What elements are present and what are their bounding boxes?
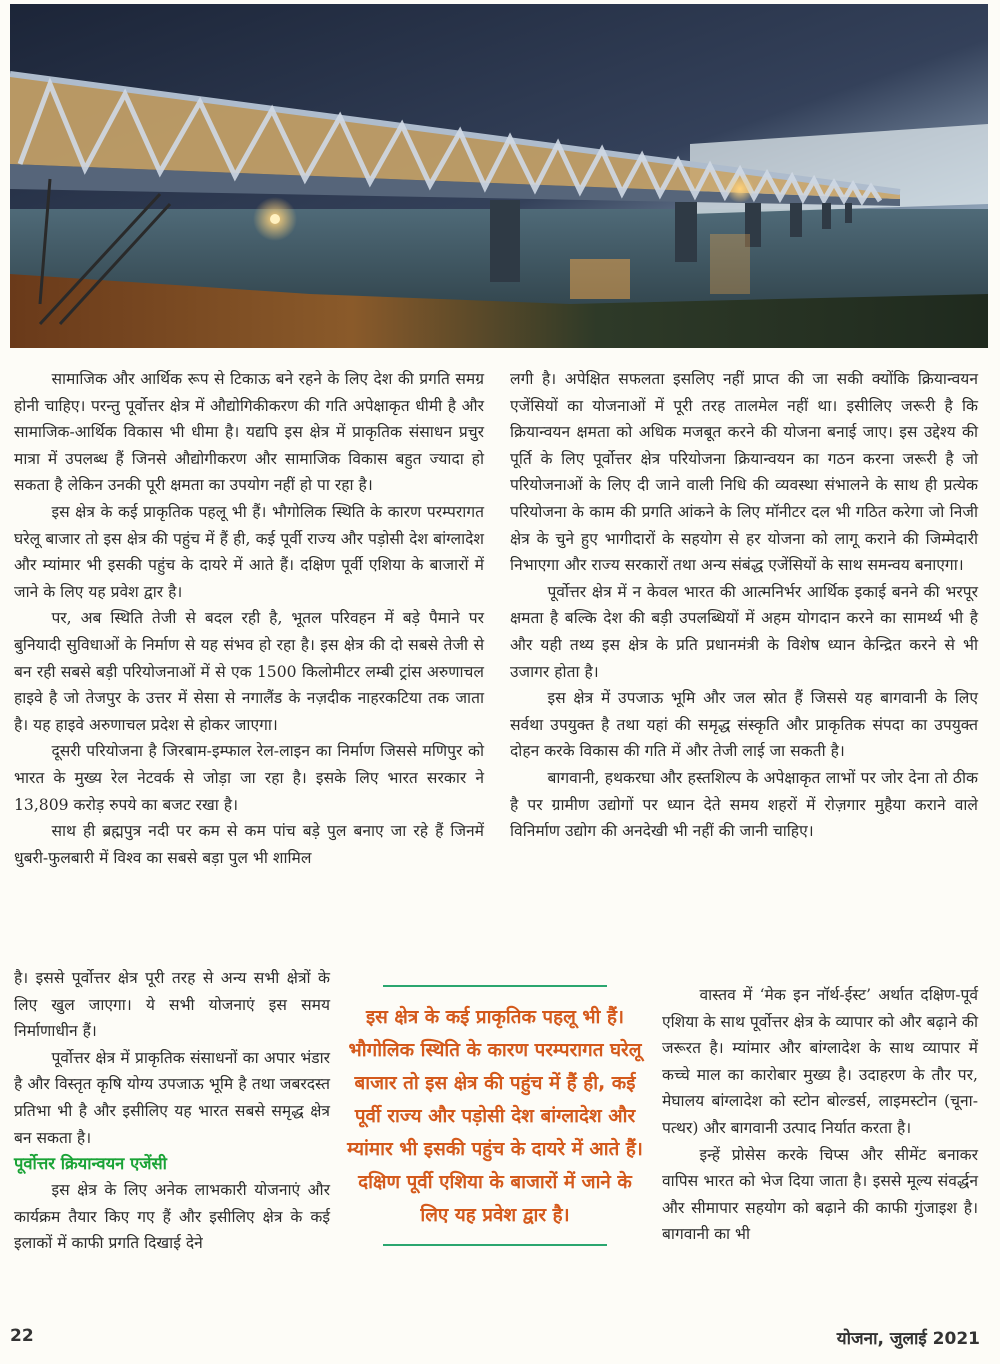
paragraph: पर, अब स्थिति तेजी से बदल रही है, भूतल परिवहन में बड़े पैमाने पर बुनियादी सुविधाओं के निर्माण से यह संभव हो रहा है। इस क्षेत्र की दो सबसे तेजी से बन रही सबसे बड़ी परियोजनाओं में से एक 1500 किलोमीटर लम्बी ट्रांस अरुणाचल हाइवे है जो तेजपुर के उत्तर में सेसा से नगालैंड के नज़दीक नाहरकटिया तक जाता है। यह हाइवे अरुणाचल प्रदेश से होकर जाएगा। bbox=[14, 609, 484, 734]
paragraph: साथ ही ब्रह्मपुत्र नदी पर कम से कम पांच बड़े पुल बनाए जा रहे हैं जिनमें धुबरी-फुलबारी में विश्व का सबसे बड़ा पुल भी शामिल bbox=[14, 822, 484, 867]
paragraph: बागवानी, हथकरघा और हस्तशिल्प के अपेक्षाकृत लाभों पर जोर देना तो ठीक है पर ग्रामीण उद्योगों पर ध्यान देते समय शहरों में रोज़गार मुहैया कराने वाले विनिर्माण उद्योग की अनदेखी भी नहीं की जानी चाहिए। bbox=[510, 768, 978, 841]
paragraph: इस क्षेत्र के कई प्राकृतिक पहलू भी हैं। भौगोलिक स्थिति के कारण परम्परागत घरेलू बाजार तो इस क्षेत्र की पहुंच में हैं ही, कई पूर्वी राज्य और पड़ोसी देश बांग्लादेश और म्यांमार भी इसकी पहुंच के दायरे में आते हैं। दक्षिण पूर्वी एशिया के बाजारों में जाने के लिए यह प्रवेश द्वार है। bbox=[14, 502, 484, 601]
section-subheading: पूर्वोत्तर क्रियान्वयन एजेंसी bbox=[14, 1154, 167, 1174]
paragraph: इस क्षेत्र के लिए अनेक लाभकारी योजनाएं और कार्यक्रम तैयार किए गए हैं और इसीलिए क्षेत्र के कई इलाकों में काफी प्रगति दिखाई देने bbox=[14, 1181, 330, 1253]
right-column bbox=[510, 366, 978, 845]
bridge-photo bbox=[10, 4, 988, 348]
pull-quote bbox=[345, 985, 645, 1315]
publication-issue: योजना, जुलाई 2021 bbox=[836, 1329, 980, 1349]
pull-quote-text: इस क्षेत्र के कई प्राकृतिक पहलू भी हैं। भौगोलिक स्थिति के कारण परम्परागत घरेलू बाजार तो इस क्षेत्र की पहुंच में हैं ही, कई पूर्वी राज्य और पड़ोसी देश बांग्लादेश और म्यांमार भी इसकी पहुंच के दायरे में आते हैं। दक्षिण पूर्वी एशिया के बाजारों में जाने के लिए यह प्रवेश द्वार है। bbox=[347, 1007, 643, 1226]
page-number: 22 bbox=[10, 1326, 34, 1346]
pull-quote-top-rule bbox=[383, 985, 607, 987]
paragraph: पूर्वोत्तर क्षेत्र में प्राकृतिक संसाधनों का अपार भंडार है और विस्तृत कृषि योग्य उपजाऊ भूमि है तथा जबरदस्त प्रतिभा भी है और इसीलिए यह भारत सबसे समृद्ध क्षेत्र बन सकता है। bbox=[14, 1048, 330, 1147]
bridge-illustration bbox=[10, 4, 988, 348]
paragraph: सामाजिक और आर्थिक रूप से टिकाऊ बने रहने के लिए देश की प्रगति समग्र होनी चाहिए। परन्तु पूर्वोत्तर क्षेत्र में औद्योगिकीकरण की गति अपेक्षाकृत धीमी है और सामाजिक-आर्थिक विकास भी धीमा है। यद्यपि इस क्षेत्र में प्राकृतिक संसाधन प्रचुर मात्रा में उपलब्ध हैं जिनसे औद्योगीकरण और सामाजिक विकास बहुत ज्यादा हो सकता है लेकिन उनकी पूरी क्षमता का उपयोग नहीं हो पा रहा है। bbox=[14, 370, 484, 495]
paragraph: वास्तव में ‘मेक इन नॉर्थ-ईस्ट’ अर्थात दक्षिण-पूर्व एशिया के साथ पूर्वोत्तर क्षेत्र के व्यापार को और बढ़ाने की जरूरत है। म्यांमार और बांग्लादेश के साथ व्यापार में कच्चे माल का कारोबार मुख्य है। उदाहरण के तौर पर, मेघालय बांग्लादेश को स्टोन बोल्डर्स, लाइमस्टोन (चूना-पत्थर) और बागवानी उत्पाद निर्यात करता है। bbox=[662, 986, 978, 1137]
right-column-narrow bbox=[662, 982, 978, 1248]
paragraph: दूसरी परियोजना है जिरबाम-इम्फाल रेल-लाइन का निर्माण जिससे मणिपुर को भारत के मुख्य रेल नेटवर्क से जोड़ा जा रहा है। इसके लिए भारत सरकार ने 13,809 करोड़ रुपये का बजट रखा है। bbox=[14, 742, 484, 814]
paragraph: लगी है। अपेक्षित सफलता इसलिए नहीं प्राप्त की जा सकी क्योंकि क्रियान्वयन एजेंसियों का योजनाओं में पूरी तरह तालमेल नहीं था। इसीलिए जरूरी है कि क्रियान्वयन क्षमता को अधिक मजबूत करने की योजना बनाई जाए। इस उद्देश्य की पूर्ति के लिए पूर्वोत्तर क्षेत्र परियोजना क्रियान्वयन का गठन करना जरूरी है जो परियोजनाओं के लिए दी जाने वाली निधि की व्यवस्था संभालने के साथ ही प्रत्येक परियोजना के काम की प्रगति आंकने के लिए मॉनीटर दल भी गठित करेगा जो निजी क्षेत्र के चुने हुए भागीदारों के सहयोग से हर योजना को लागू कराने की जिम्मेदारी निभाएगा और राज्य सरकारों तथा अन्य संबंद्ध एजेंसियों के साथ समन्वय बनाएगा। bbox=[510, 370, 978, 575]
left-column-narrow bbox=[14, 965, 330, 1257]
pull-quote-bottom-rule bbox=[383, 1244, 607, 1246]
paragraph: है। इससे पूर्वोत्तर क्षेत्र पूरी तरह से अन्य सभी क्षेत्रों के लिए खुल जाएगा। ये सभी योजनाएं इस समय निर्माणाधीन हैं। bbox=[14, 969, 330, 1041]
paragraph: इस क्षेत्र में उपजाऊ भूमि और जल स्रोत हैं जिससे यह बागवानी के लिए सर्वथा उपयुक्त है तथा यहां की समृद्ध संस्कृति और प्राकृतिक संपदा का उपयुक्त दोहन करके विकास की गति में और तेजी लाई जा सकती है। bbox=[510, 689, 978, 761]
paragraph: पूर्वोत्तर क्षेत्र में न केवल भारत की आत्मनिर्भर आर्थिक इकाई बनने की भरपूर क्षमता है बल्कि देश की बड़ी उपलब्धियों में अहम योगदान करने का सामर्थ्य भी है और यही तथ्य इस क्षेत्र के प्रति प्रधानमंत्री के विशेष ध्यान केन्द्रित करने से भी उजागर होता है। bbox=[510, 582, 978, 681]
left-column bbox=[14, 366, 484, 871]
paragraph: इन्हें प्रोसेस करके चिप्स और सीमेंट बनाकर वापिस भारत को भेज दिया जाता है। इससे मूल्य संवर्द्धन और सीमापार सहयोग को बढ़ाने की काफी गुंजाइश है। बागवानी का भी bbox=[662, 1145, 978, 1244]
